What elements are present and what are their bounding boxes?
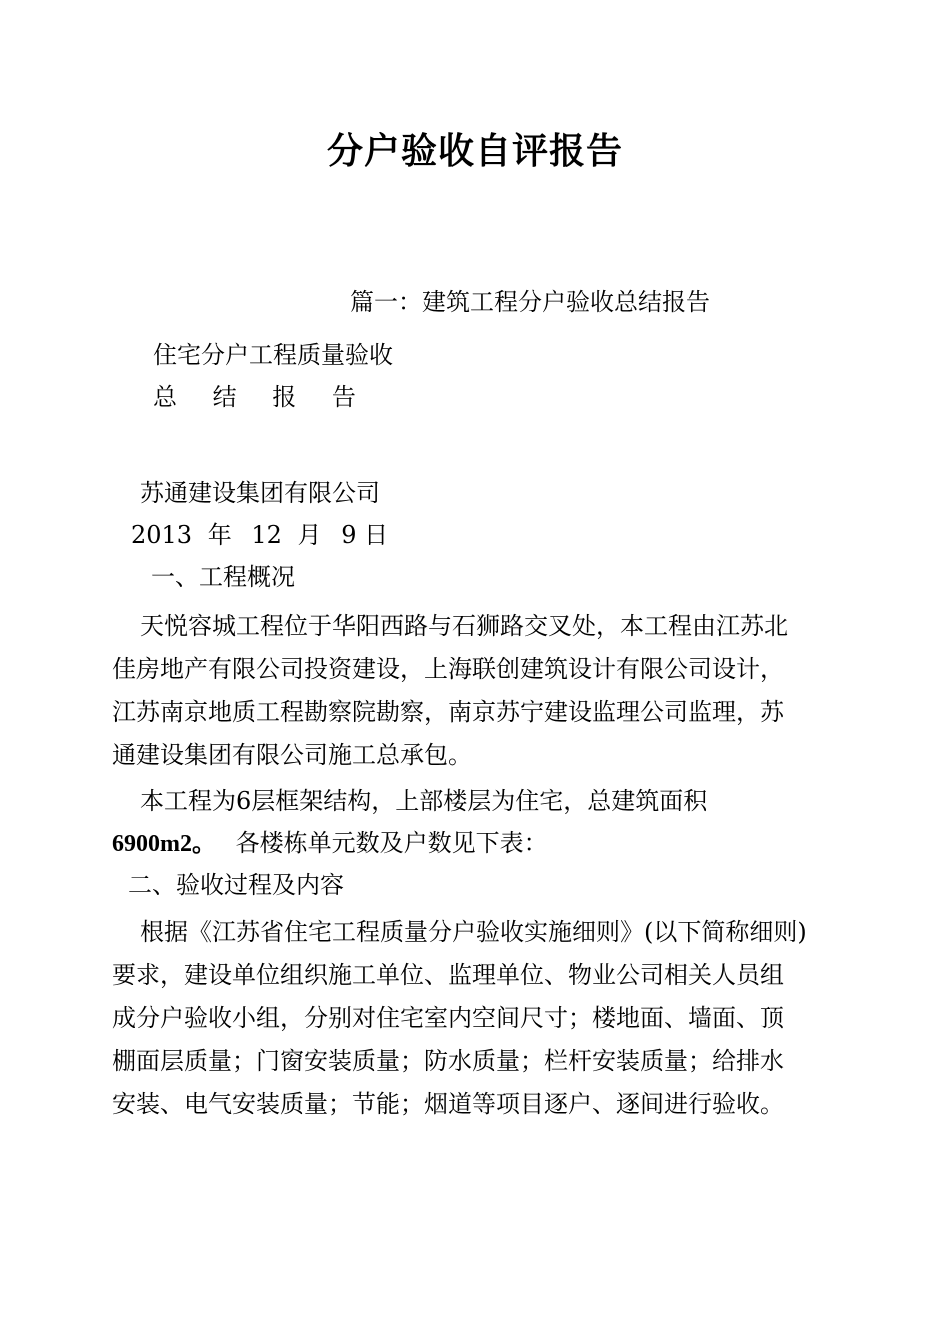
section-1-para-2-line: 本工程为6层框架结构，上部楼层为住宅，总建筑面积 [140, 787, 708, 815]
date-day: 9 [341, 521, 357, 549]
date-month: 12 [251, 521, 282, 549]
date-year-unit: 年 [207, 521, 232, 549]
section-1-para-1-line: 江苏南京地质工程勘察院勘察，南京苏宁建设监理公司监理，苏 [112, 698, 784, 726]
section-2-para-line: 要求，建设单位组织施工单位、监理单位、物业公司相关人员组 [112, 961, 784, 989]
document-title: 分户验收自评报告 [326, 130, 623, 172]
cover-line-2: 总 结 报 告 [153, 383, 370, 411]
date-year: 2013 [131, 521, 193, 549]
chapter-heading: 篇一：建筑工程分户验收总结报告 [350, 288, 710, 316]
section-1-para-2-rest: 各楼栋单元数及户数见下表： [235, 829, 548, 857]
section-2-para-line: 成分户验收小组，分别对住宅室内空间尺寸；楼地面、墙面、顶 [112, 1004, 784, 1032]
company-name: 苏通建设集团有限公司 [140, 479, 380, 507]
section-2-para-line: 根据《江苏省住宅工程质量分户验收实施细则》(以下简称细则) [140, 918, 807, 946]
date-day-unit: 日 [364, 521, 389, 549]
building-area: 6900m2。 [112, 831, 216, 857]
section-1-para-1-line: 天悦容城工程位于华阳西路与石狮路交叉处，本工程由江苏北 [140, 612, 788, 640]
date-month-unit: 月 [297, 521, 322, 549]
section-2-para-line: 棚面层质量；门窗安装质量；防水质量；栏杆安装质量；给排水 [112, 1047, 784, 1075]
section-2-para-line: 安装、电气安装质量；节能；烟道等项目逐户、逐间进行验收。 [112, 1090, 784, 1118]
report-date [131, 520, 388, 550]
section-2-heading: 二、验收过程及内容 [128, 871, 344, 899]
section-1-para-2-line-2 [112, 828, 548, 859]
cover-line-1: 住宅分户工程质量验收 [153, 341, 393, 369]
section-1-heading: 一、工程概况 [151, 563, 295, 591]
section-1-para-1-line: 佳房地产有限公司投资建设，上海联创建筑设计有限公司设计， [112, 655, 784, 683]
section-1-para-1-line: 通建设集团有限公司施工总承包。 [112, 741, 472, 769]
